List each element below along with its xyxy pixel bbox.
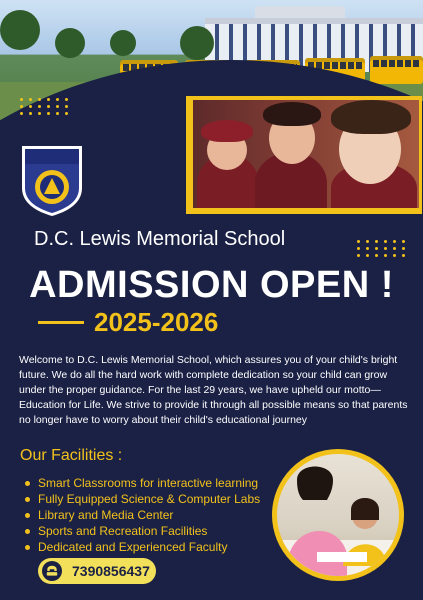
decorative-dots-right [357,240,406,257]
phone-number: 7390856437 [72,563,150,579]
decorative-dots [20,98,69,115]
phone-button[interactable] [38,558,156,584]
school-logo [20,142,84,217]
year-divider [38,321,84,324]
session-year: 2025-2026 [94,307,219,337]
facility-item: Fully Equipped Science & Computer Labs [24,491,260,507]
session-year-row [38,307,218,338]
admission-headline: ADMISSION OPEN ! [29,264,394,306]
facility-item: Smart Classrooms for interactive learning [24,475,260,491]
facility-item: Library and Media Center [24,507,260,523]
students-photo [193,100,419,208]
facilities-list [24,475,260,555]
teacher-student-photo [277,454,399,576]
facility-item: Sports and Recreation Facilities [24,523,260,539]
facilities-title: Our Facilities : [20,447,123,464]
phone-icon [42,561,62,581]
facility-item: Dedicated and Experienced Faculty [24,539,260,555]
intro-paragraph: Welcome to D.C. Lewis Memorial School, which assures you of your child's bright future. We do all the hard work with complete dedication so your child can grow under the proper guidance. For the last 29 years, we have upheld our motto—Education for Life. We strive to provide it through all possible means so that parents no longer have to worry about their child's educational journey [19,354,408,426]
school-name: D.C. Lewis Memorial School [34,228,286,250]
